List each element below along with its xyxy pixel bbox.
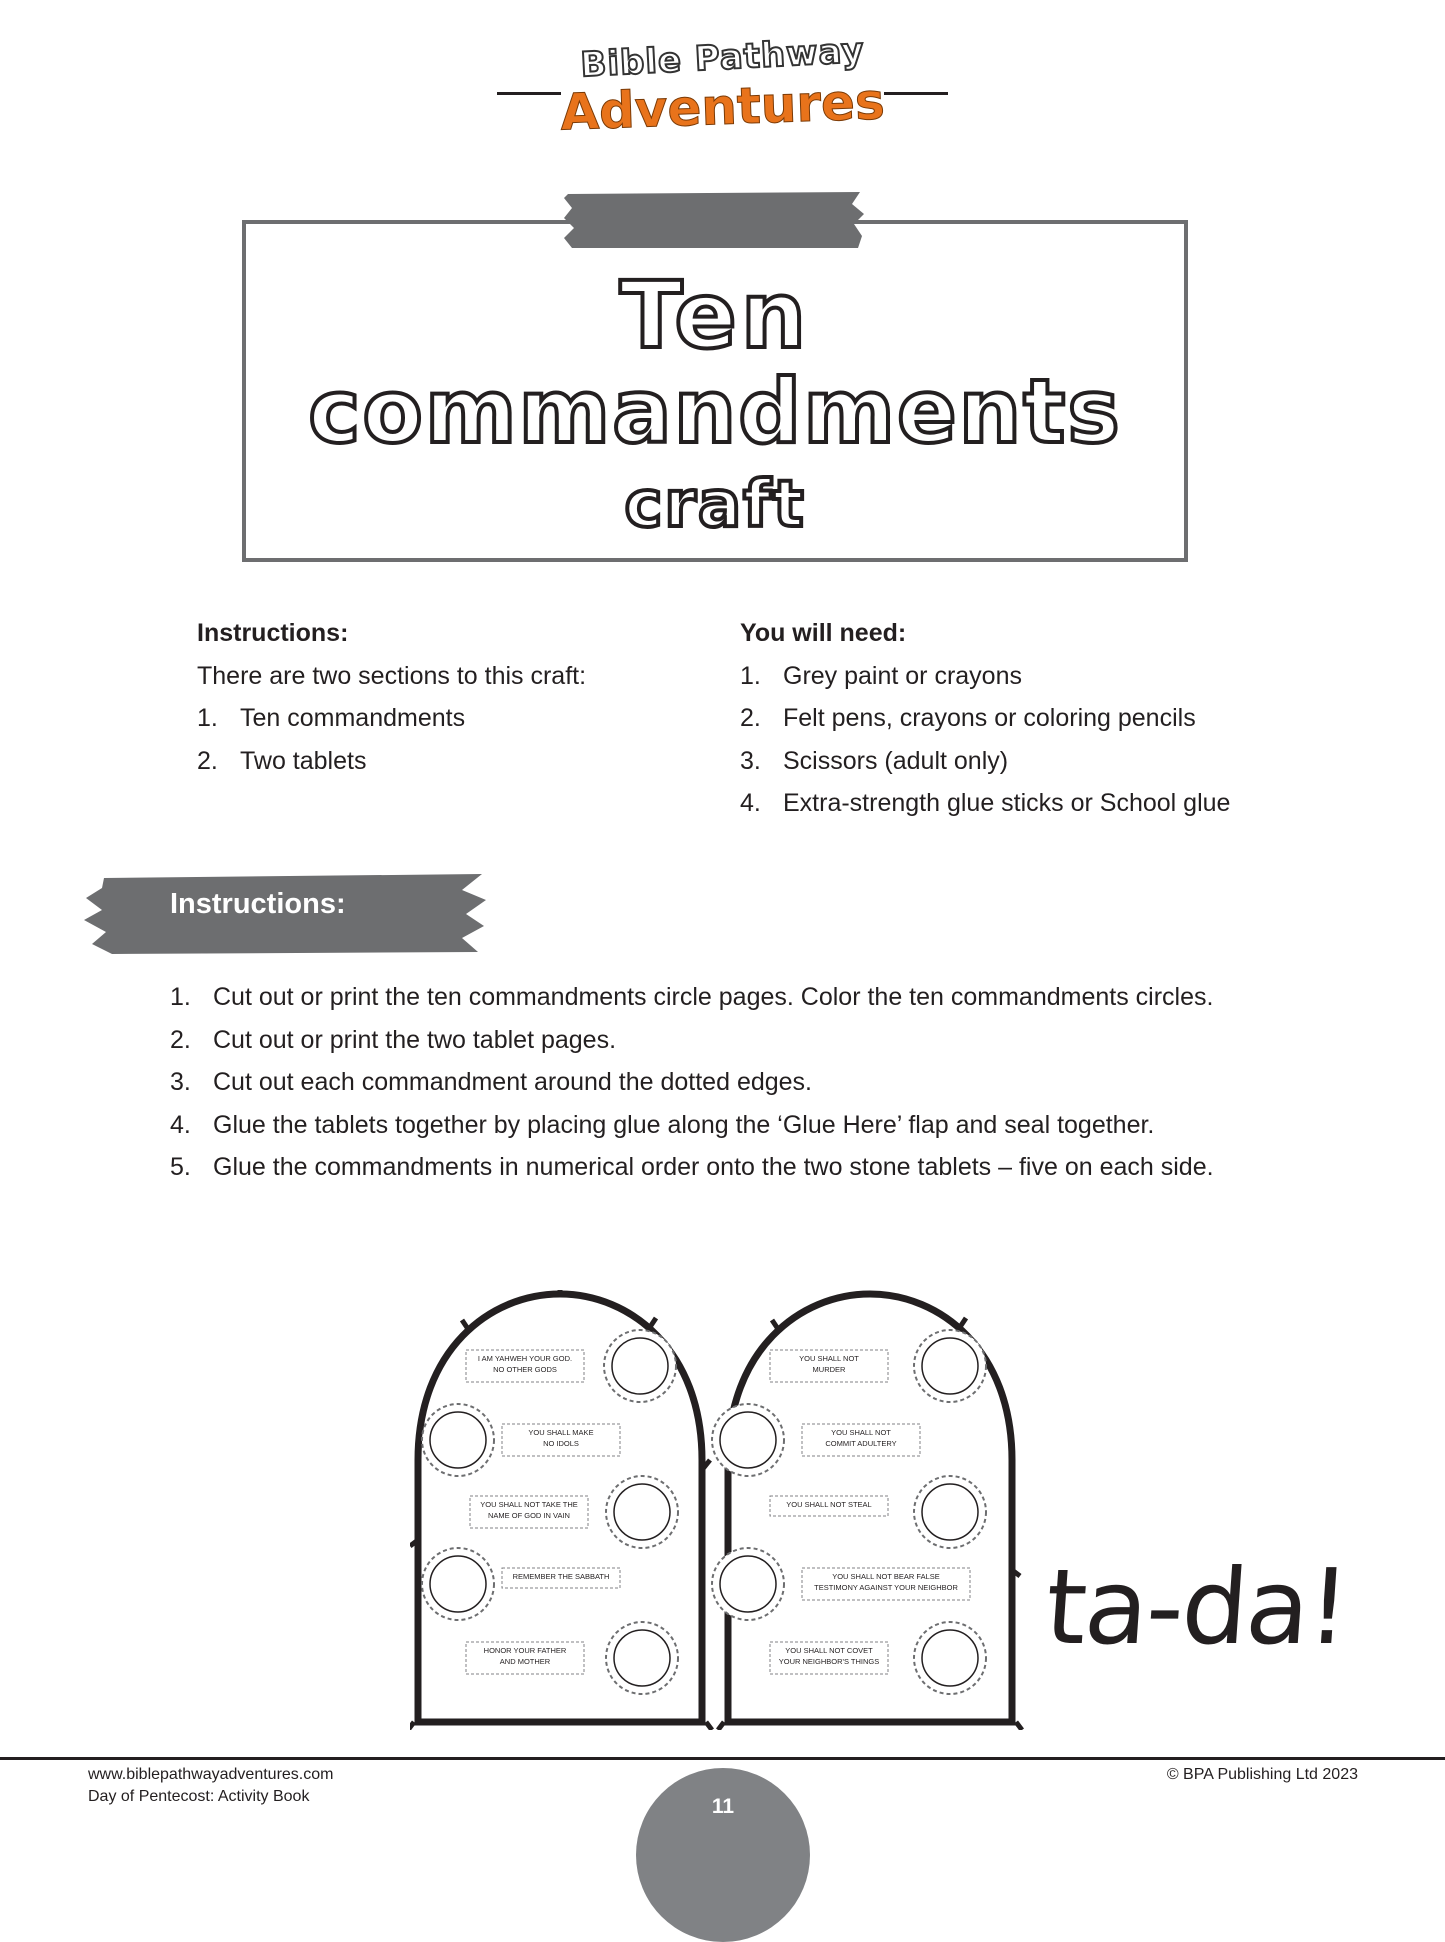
tape-decoration [562,190,866,250]
commandment-label: YOU SHALL NOT STEAL [786,1500,872,1509]
commandment-picture-circle [606,1476,678,1548]
commandment-label: YOUR NEIGHBOR'S THINGS [778,1657,880,1666]
commandment-label: YOU SHALL NOT [799,1354,859,1363]
commandment-label: YOU SHALL MAKE [528,1428,594,1437]
commandment-label: COMMIT ADULTERY [825,1439,897,1448]
commandment-picture-circle [422,1404,494,1476]
commandment-picture-circle [606,1622,678,1694]
commandment-label: YOU SHALL NOT COVET [785,1646,873,1655]
title-line-3: craft [624,468,806,542]
intro-left [197,612,697,782]
commandment-label: YOU SHALL NOT TAKE THE [480,1500,578,1509]
step-item: 2. Cut out or print the two tablet pages. [170,1025,617,1054]
commandment-picture-circle [914,1476,986,1548]
commandment-picture-circle [712,1548,784,1620]
intro-left-heading: Instructions: [197,619,349,647]
commandment-label: YOU SHALL NOT [831,1428,891,1437]
step-item: 5. Glue the commandments in numerical order onto the two stone tablets – five on each side. [170,1153,1214,1181]
instructions-banner-label: Instructions: [170,888,346,920]
title-line-2: commandments [308,360,1122,463]
commandment-label: HONOR YOUR FATHER [483,1646,567,1655]
list-item: 4. Extra-strength glue sticks or School glue [740,789,1231,817]
list-item: 1. Ten commandments [197,704,466,732]
materials-list [740,655,1360,825]
step-item: 3. Cut out each commandment around the dotted edges. [170,1068,812,1096]
commandment-label: YOU SHALL NOT BEAR FALSE [832,1572,940,1581]
commandment-label: NO IDOLS [543,1439,579,1448]
page-number: 11 [711,1795,735,1818]
list-item: 3. Scissors (adult only) [740,746,1009,775]
commandment-label: REMEMBER THE SABBATH [512,1572,610,1581]
commandment-label: AND MOTHER [499,1657,551,1666]
logo-adventures: Adventures [559,72,886,142]
commandment-label: TESTIMONY AGAINST YOUR NEIGHBOR [814,1583,958,1592]
commandment-label: I AM YAHWEH YOUR GOD. [477,1354,573,1363]
list-item: 1. Grey paint or crayons [740,661,1022,690]
commandment-picture-circle [422,1548,494,1620]
step-item: 4. Glue the tablets together by placing glue along the ‘Glue Here’ flap and seal together. [170,1110,1155,1139]
intro-left-text: There are two sections to this craft: [197,661,587,690]
commandment-label: NAME OF GOD IN VAIN [488,1511,570,1520]
list-item: 2. Felt pens, crayons or coloring pencils [740,704,1196,732]
logo-bible-pathway: Bible Pathway [579,30,866,86]
sections-list [197,697,697,782]
commandment-label: NO OTHER GODS [493,1365,557,1374]
intro-right [740,612,1360,825]
footer-divider [0,1757,1445,1760]
commandment-picture-circle [914,1330,986,1402]
footer-copyright: © BPA Publishing Ltd 2023 [1166,1766,1358,1783]
commandment-picture-circle [604,1330,676,1402]
steps-list [170,976,1370,1189]
footer-website: www.biblepathwayadventures.com [88,1766,334,1783]
commandment-label: MURDER [812,1365,846,1374]
title-line-1: Ten [619,262,811,369]
intro-right-heading: You will need: [740,619,907,647]
list-item: 2. Two tablets [197,746,367,775]
step-item: 1. Cut out or print the ten commandments circle pages. Color the ten commandments circles. [170,983,1214,1011]
commandment-picture-circle [712,1404,784,1476]
footer-book-title: Day of Pentecost: Activity Book [88,1788,310,1805]
tablets-illustration [410,1290,1040,1730]
tada-text: ta-da! [1041,1546,1352,1668]
commandment-picture-circle [914,1622,986,1694]
